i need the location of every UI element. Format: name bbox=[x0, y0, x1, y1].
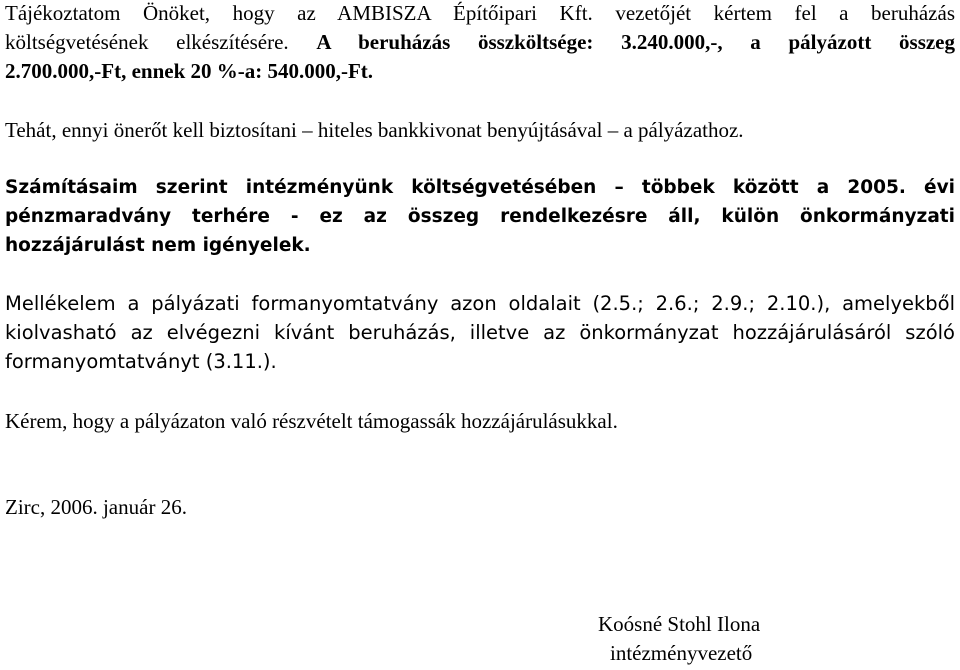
paragraph-4-line-3: formanyomtatványt (3.11.). bbox=[5, 350, 277, 373]
paragraph-2-line-1: Tehát, ennyi önerőt kell biztosítani – hiteles bankkivonat benyújtásával – a pályázathoz. bbox=[5, 118, 744, 142]
signature-title: intézményvezető bbox=[610, 641, 753, 665]
paragraph-1-line-1: Tájékoztatom Önöket, hogy az AMBISZA Építőipari Kft. vezetőjét kértem fel a beruházás bbox=[5, 1, 955, 25]
paragraph-4-line-2: kiolvasható az elvégezni kívánt beruházás, illetve az önkormányzat hozzájárulásáról szóló bbox=[5, 321, 955, 344]
paragraph-3-line-2: pénzmaradvány terhére - ez az összeg rendelkezésre áll, külön önkormányzati bbox=[5, 206, 955, 227]
paragraph-1-line-2 bbox=[5, 29, 955, 55]
paragraph-5-line-1: Kérem, hogy a pályázaton való részvételt támogassák hozzájárulásukkal. bbox=[5, 409, 618, 433]
signature-name: Koósné Stohl Ilona bbox=[598, 612, 761, 636]
paragraph-3-line-3: hozzájárulást nem igényelek. bbox=[5, 235, 311, 256]
paragraph-1-line-3: 2.700.000,-Ft, ennek 20 %-a: 540.000,-Ft. bbox=[5, 59, 374, 83]
paragraph-4-line-1: Mellékelem a pályázati formanyomtatvány azon oldalait (2.5.; 2.6.; 2.9.; 2.10.), amelyekből bbox=[5, 292, 955, 315]
date-line: Zirc, 2006. január 26. bbox=[5, 495, 187, 519]
paragraph-3-line-1: Számításaim szerint intézményünk költségvetésében – többek között a 2005. évi bbox=[5, 177, 955, 198]
paragraph-1-line-2-bold: A beruházás összköltsége: 3.240.000,-, a pályázott összeg bbox=[316, 30, 956, 54]
paragraph-1-line-2-normal: költségvetésének elkészítésére. bbox=[5, 30, 289, 54]
